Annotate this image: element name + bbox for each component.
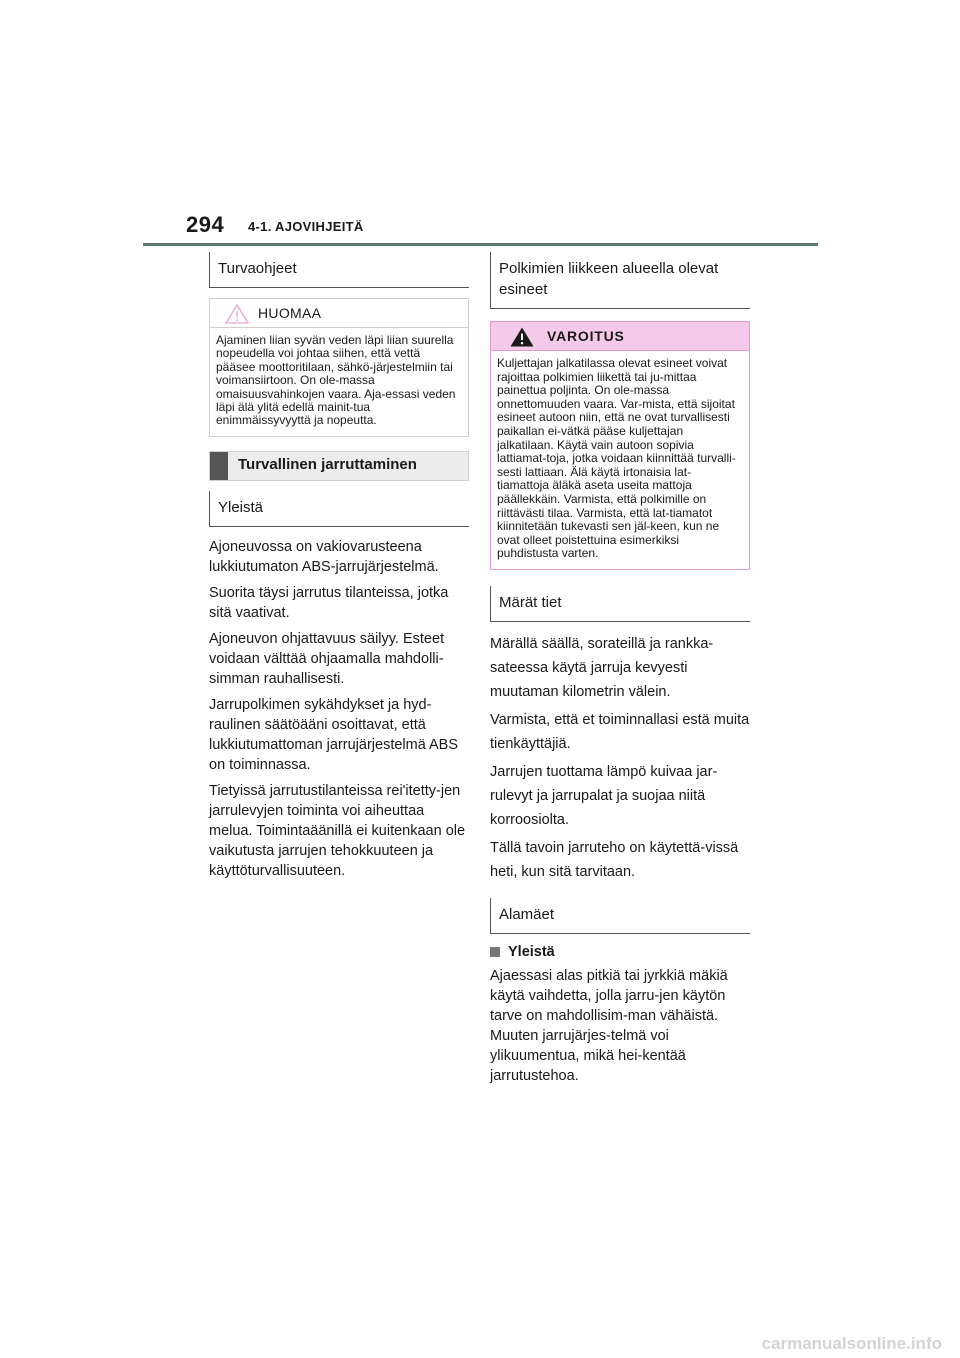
paragraph: Märällä säällä, sorateillä ja rankka-sateessa käytä jarruja kevyesti muutaman kilometrin välein.: [490, 635, 714, 700]
page-number: 294: [186, 212, 225, 237]
right-column: [490, 252, 750, 1092]
warning-title-row: [491, 322, 749, 351]
caution-box: [209, 298, 469, 437]
warning-text: Kuljettajan jalkatilassa olevat esineet voivat rajoittaa polkimien liikettä tai ju-mittaa painettua poljinta. On ole-massa onnettomuuden vaara. Var-mista, että sijoitat esineet autoon niin, että ne ovat turvallisesti paikallan ei-vätkä pääse kuljettajan jalkatilaan. Käytä vain autoon sopivia lattiamat-toja, jotka voidaan kiinnittää turvalli-sesti lattiaan. Älä käytä irtonaisia lat-tiamattoja äläkä aseta useita mattoja päällekkäin. Varmista, että polkimille on riittävästi tilaa. Varmista, että lat-tiamatot kiinnitetään tukevasti sen jäl-keen, kun ne ovat olleet poistettuina esimerkiksi puhdistusta varten.: [497, 356, 736, 561]
warning-title: VAROITUS: [547, 328, 625, 344]
subhead-polkimien: Polkimien liikkeen alueella olevat esineet: [490, 252, 750, 309]
header-rule: [143, 243, 818, 246]
bullet-text: Yleistä: [508, 943, 555, 960]
paragraph: Ajoneuvossa on vakiovarusteena lukkiutumaton ABS-jarrujärjestelmä.: [209, 538, 439, 575]
paragraph: Jarrujen tuottama lämpö kuivaa jar-rulevyt ja jarrupalat ja suojaa niitä korroosiolta.: [490, 763, 718, 828]
bullet-heading: [490, 944, 750, 960]
warning-triangle-icon: [509, 326, 535, 348]
subhead-turvaohjeet: Turvaohjeet: [209, 252, 469, 288]
page-header: [0, 212, 960, 248]
caution-title-row: [210, 299, 468, 328]
paragraph: Suorita täysi jarrutus tilanteissa, jotka sitä vaativat.: [209, 584, 449, 621]
caution-title: HUOMAA: [258, 305, 322, 321]
caution-text: Ajaminen liian syvän veden läpi liian suurella nopeudella voi johtaa siihen, että vettä pääsee moottoritilaan, sähkö-järjestelmiin tai voimansiirtoon. On ole-massa omaisuusvahinkojen vaara. Aja-essasi veden läpi älä ylitä edellä mainit-tua enimmäissyvyyttä ja nopeutta.: [216, 333, 456, 428]
paragraph: Ajoneuvon ohjattavuus säilyy. Esteet voidaan välttää ohjaamalla mahdolli-simman rauhallisesti.: [209, 630, 445, 687]
paragraph: Varmista, että et toiminnallasi estä muita tienkäyttäjiä.: [490, 711, 750, 752]
section-title: Turvallinen jarruttaminen: [238, 455, 417, 473]
footer-watermark: carmanualsonline.info: [761, 1334, 942, 1353]
subhead-yleista: Yleistä: [209, 491, 469, 527]
paragraph: Tietyissä jarrutustilanteissa rei'itetty-jen jarrulevyjen toiminta voi aiheuttaa melua. Toimintaäänillä ei kuitenkaan ole vaikutusta jarrujen tehokkuuteen ja käyttöturvallisuuteen.: [209, 782, 466, 879]
paragraph: Tällä tavoin jarruteho on käytettä-vissä heti, kun sitä tarvitaan.: [490, 839, 739, 880]
chapter-title: 4-1. AJOVIHJEITÄ: [248, 219, 364, 234]
left-column: [209, 252, 469, 887]
caution-triangle-icon: [224, 303, 250, 325]
paragraph: Jarrupolkimen sykähdykset ja hyd-raulinen säätöääni osoittavat, että lukkiutumattoman jarrujärjestelmä ABS on toiminnassa.: [209, 696, 459, 773]
warning-box: [490, 321, 750, 570]
subhead-alamaet: Alamäet: [490, 898, 750, 934]
subhead-marat-tiet: Märät tiet: [490, 586, 750, 622]
bullet-square-icon: [490, 947, 500, 957]
paragraph: Ajaessasi alas pitkiä tai jyrkkiä mäkiä käytä vaihdetta, jolla jarru-jen käytön tarve on mahdollisim-man vähäistä. Muuten jarrujärjes-telmä voi ylikuumentua, mikä hei-kentää jarrutustehoa.: [490, 967, 728, 1084]
section-turvallinen-jarruttaminen: [209, 451, 469, 481]
